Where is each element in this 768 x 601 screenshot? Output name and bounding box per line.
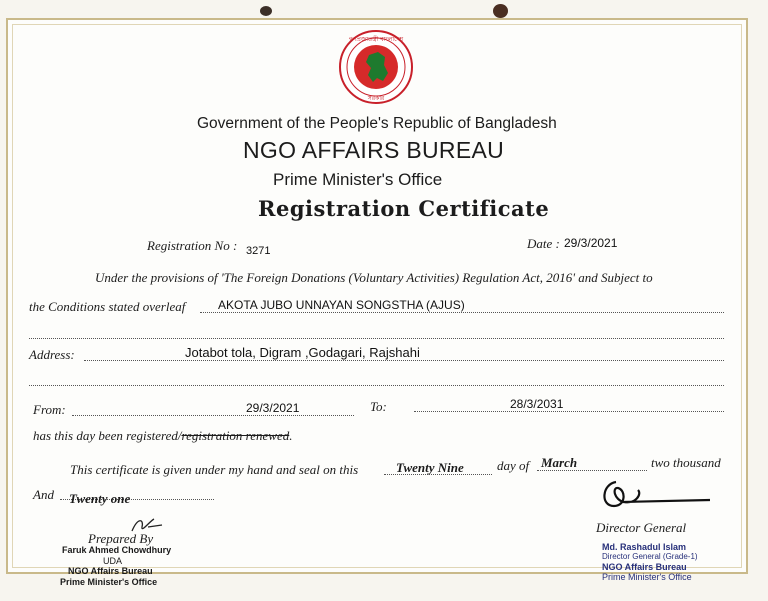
government-heading: Government of the People's Republic of Bangladesh [197, 115, 557, 132]
punch-hole-left [260, 6, 272, 16]
certificate-title: Registration Certificate [258, 196, 550, 221]
to-value: 28/3/2031 [510, 397, 564, 411]
director-title: Director General [596, 520, 687, 535]
organisation-name: AKOTA JUBO UNNAYAN SONGSTHA (AJUS) [218, 298, 465, 312]
prepared-role: UDA [103, 556, 123, 566]
year-value: Twenty one [69, 491, 131, 506]
address-label: Address: [29, 347, 75, 362]
director-office: Prime Minister's Office [602, 572, 692, 582]
blank-dotline-2 [29, 385, 724, 386]
seal-bottom-text: সরকার [367, 95, 385, 102]
conditions-label: the Conditions stated overleaf [29, 299, 186, 314]
prepared-label: Prepared By [88, 531, 154, 546]
bureau-heading: NGO AFFAIRS BUREAU [243, 137, 505, 163]
given-text: This certificate is given under my hand and seal on this [70, 462, 359, 477]
provisions-line: Under the provisions of 'The Foreign Donations (Voluntary Activities) Regulation Act, 2016' and Subject to [95, 270, 653, 285]
date-value: 29/3/2021 [564, 236, 618, 250]
director-signature [592, 476, 712, 518]
prepared-bureau: NGO Affairs Bureau [68, 566, 153, 576]
prepared-name: Faruk Ahmed Chowdhury [62, 545, 172, 555]
date-label: Date : [527, 236, 560, 251]
director-grade: Director General (Grade-1) [602, 552, 698, 561]
renewed-struck-text: registration renewed [181, 428, 290, 443]
director-name: Md. Rashadul Islam [602, 542, 687, 552]
address-dotline [84, 360, 724, 361]
from-label: From: [33, 402, 66, 417]
month-value: March [541, 455, 578, 470]
day-of-label: day of [497, 458, 530, 473]
registered-text: has this day been registered/ [33, 428, 182, 443]
director-bureau: NGO Affairs Bureau [602, 562, 687, 572]
blank-dotline-1 [29, 338, 724, 339]
to-dotline [414, 411, 724, 412]
seal-top-text: গণপ্রজাতন্ত্রী বাংলাদেশ [348, 36, 404, 43]
registration-no-label: Registration No : [147, 238, 238, 253]
prepared-office: Prime Minister's Office [60, 577, 158, 587]
address-value: Jotabot tola, Digram ,Godagari, Rajshahi [185, 345, 420, 360]
to-label: To: [370, 399, 387, 414]
organisation-dotline [200, 312, 724, 313]
registered-line [33, 428, 293, 444]
and-label: And [33, 487, 54, 502]
registered-end: . [289, 428, 293, 443]
government-seal [338, 29, 414, 105]
office-heading: Prime Minister's Office [273, 170, 443, 189]
from-dotline [72, 415, 354, 416]
two-thousand-label: two thousand [651, 455, 721, 470]
day-value: Twenty Nine [396, 460, 464, 475]
registration-no-value: 3271 [246, 245, 271, 257]
from-value: 29/3/2021 [246, 401, 300, 415]
punch-hole-right [493, 4, 508, 18]
